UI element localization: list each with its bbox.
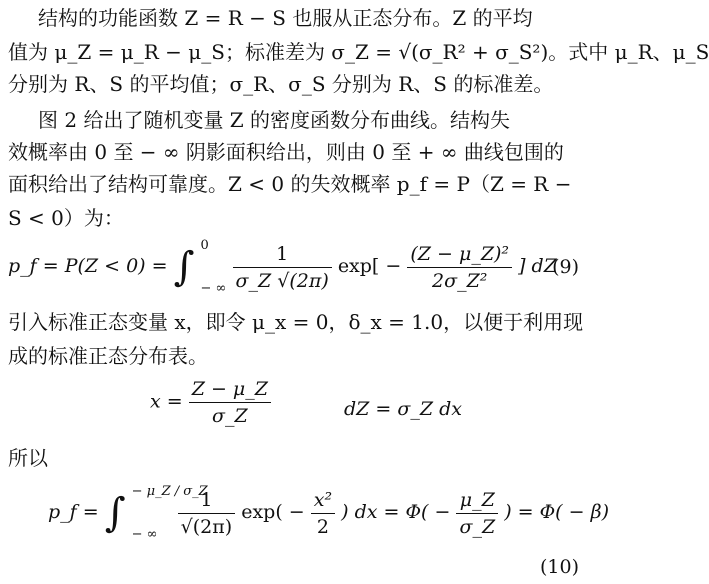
fraction <box>311 489 335 538</box>
lower-limit: − ∞ <box>131 527 158 542</box>
text-line: 所以 <box>8 446 48 470</box>
equation-9 <box>8 238 557 296</box>
numerator: 1 <box>200 488 213 511</box>
integral-sign: ∫ <box>173 244 195 290</box>
upper-limit: − μ_Z / σ_Z <box>131 484 208 499</box>
lower-limit: − ∞ <box>200 281 227 296</box>
numerator: 1 <box>276 242 289 265</box>
text-line: S < 0）为： <box>8 206 124 230</box>
integral-limits <box>201 238 227 296</box>
eq9-tail: ] dZ <box>518 255 557 277</box>
text-line: 面积给出了结构可靠度。Z < 0 的失效概率 p_f = P（Z = R − <box>8 172 572 196</box>
denominator: √(2π) <box>178 513 236 538</box>
equation-number: (10) <box>539 556 579 578</box>
fraction <box>189 378 271 427</box>
substitution-equation <box>150 378 271 427</box>
text-line: 分别为 R、S 的平均值；σ_R、σ_S 分别为 R、S 的标准差。 <box>8 72 554 96</box>
text-line: 效概率由 0 至 − ∞ 阴影面积给出，则由 0 至 + ∞ 曲线包围的 <box>8 140 564 164</box>
fraction <box>407 243 512 292</box>
fraction <box>233 243 332 292</box>
text-line: 值为 μ_Z = μ_R − μ_S；标准差为 σ_Z = √(σ_R² + σ_S²)。式中 μ_R、μ_S <box>8 40 709 64</box>
denominator: σ_Z <box>189 402 271 427</box>
denominator: σ_Z √(2π) <box>233 267 332 292</box>
numerator: Z − μ_Z <box>191 378 268 400</box>
x-lhs: x = <box>150 390 183 413</box>
eq10-middle: ) dx = Φ( − <box>341 501 451 523</box>
exp-open: exp[ − <box>337 255 402 277</box>
numerator: μ_Z <box>459 488 495 511</box>
denominator: 2σ_Z² <box>407 267 512 292</box>
text-line: 图 2 给出了随机变量 Z 的密度函数分布曲线。结构失 <box>38 108 511 132</box>
eq10-lhs: p_f = <box>48 501 99 523</box>
eq10-end: ) = Φ( − β) <box>504 501 609 523</box>
text-line: 结构的功能函数 Z = R − S 也服从正态分布。Z 的平均 <box>38 6 533 30</box>
denominator: σ_Z <box>456 513 498 538</box>
numerator: (Z − μ_Z)² <box>410 242 510 265</box>
equation-number: (9) <box>552 256 579 278</box>
integral-sign: ∫ <box>104 490 126 536</box>
dz-equation: dZ = σ_Z dx <box>344 398 462 420</box>
exp-open: exp( − <box>241 501 305 523</box>
numerator: x² <box>313 488 333 511</box>
denominator: 2 <box>311 513 335 538</box>
upper-limit: 0 <box>200 238 209 253</box>
text-line: 成的标准正态分布表。 <box>8 344 208 368</box>
equation-10 <box>48 484 609 542</box>
text-line: 引入标准正态变量 x，即令 μ_x = 0，δ_x = 1.0，以便于利用现 <box>8 310 584 334</box>
eq9-lhs: p_f = P(Z < 0) = <box>8 255 168 277</box>
fraction <box>456 489 498 538</box>
